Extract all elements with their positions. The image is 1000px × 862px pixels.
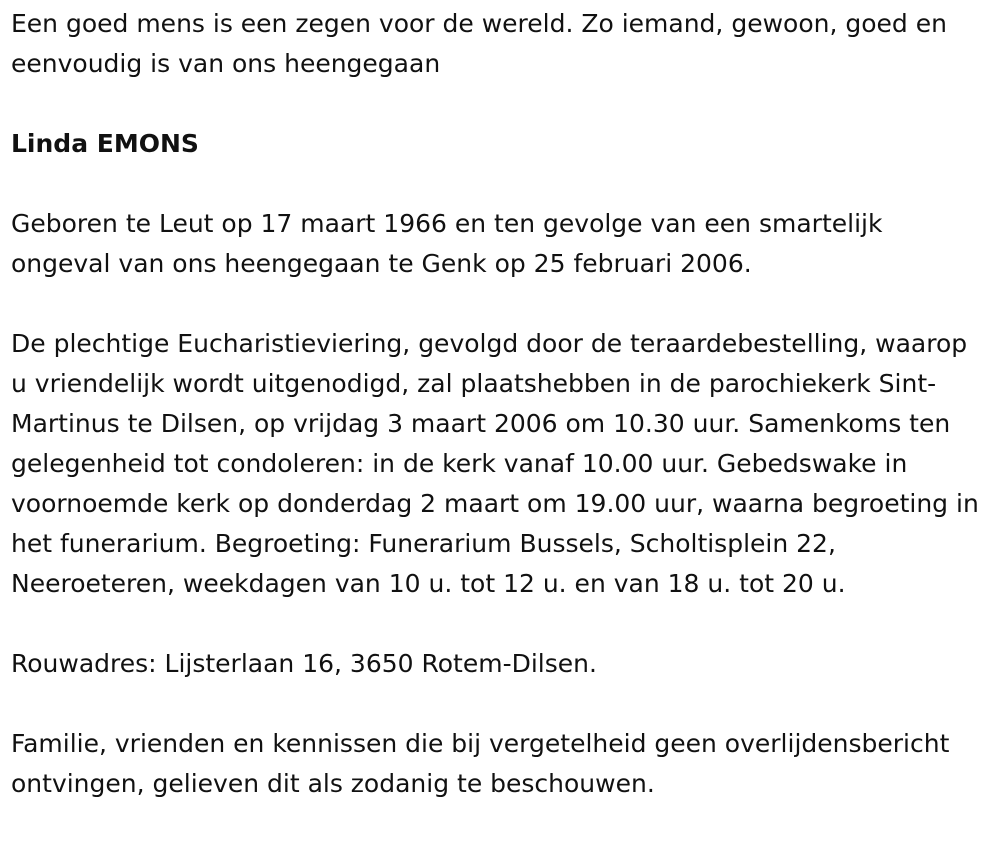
mourning-address: Rouwadres: Lijsterlaan 16, 3650 Rotem-Dilsen.: [11, 649, 597, 678]
closing-text: Familie, vrienden en kennissen die bij vergetelheid geen overlijdensbericht ontvingen, gelieven dit als zodanig te beschouwen.: [11, 729, 950, 798]
deceased-name: Linda EMONS: [11, 129, 199, 158]
intro-text: Een goed mens is een zegen voor de wereld. Zo iemand, gewoon, goed en eenvoudig is van ons heengegaan: [11, 9, 947, 78]
birth-death-text: Geboren te Leut op 17 maart 1966 en ten gevolge van een smartelijk ongeval van ons heengegaan te Genk op 25 februari 2006.: [11, 209, 883, 278]
ceremony-text: De plechtige Eucharistieviering, gevolgd door de teraardebestelling, waarop u vriendelijk wordt uitgenodigd, zal plaatshebben in de parochiekerk Sint-Martinus te Dilsen, op vrijdag 3 maart 2006 om 10.30 uur. Samenkoms ten gelegenheid tot condoleren: in de kerk vanaf 10.00 uur. Gebedswake in voornoemde kerk op donderdag 2 maart om 19.00 uur, waarna begroeting in het funerarium. Begroeting: Funerarium Bussels, Scholtisplein 22, Neeroeteren, weekdagen van 10 u. tot 12 u. en van 18 u. tot 20 u.: [11, 329, 979, 598]
